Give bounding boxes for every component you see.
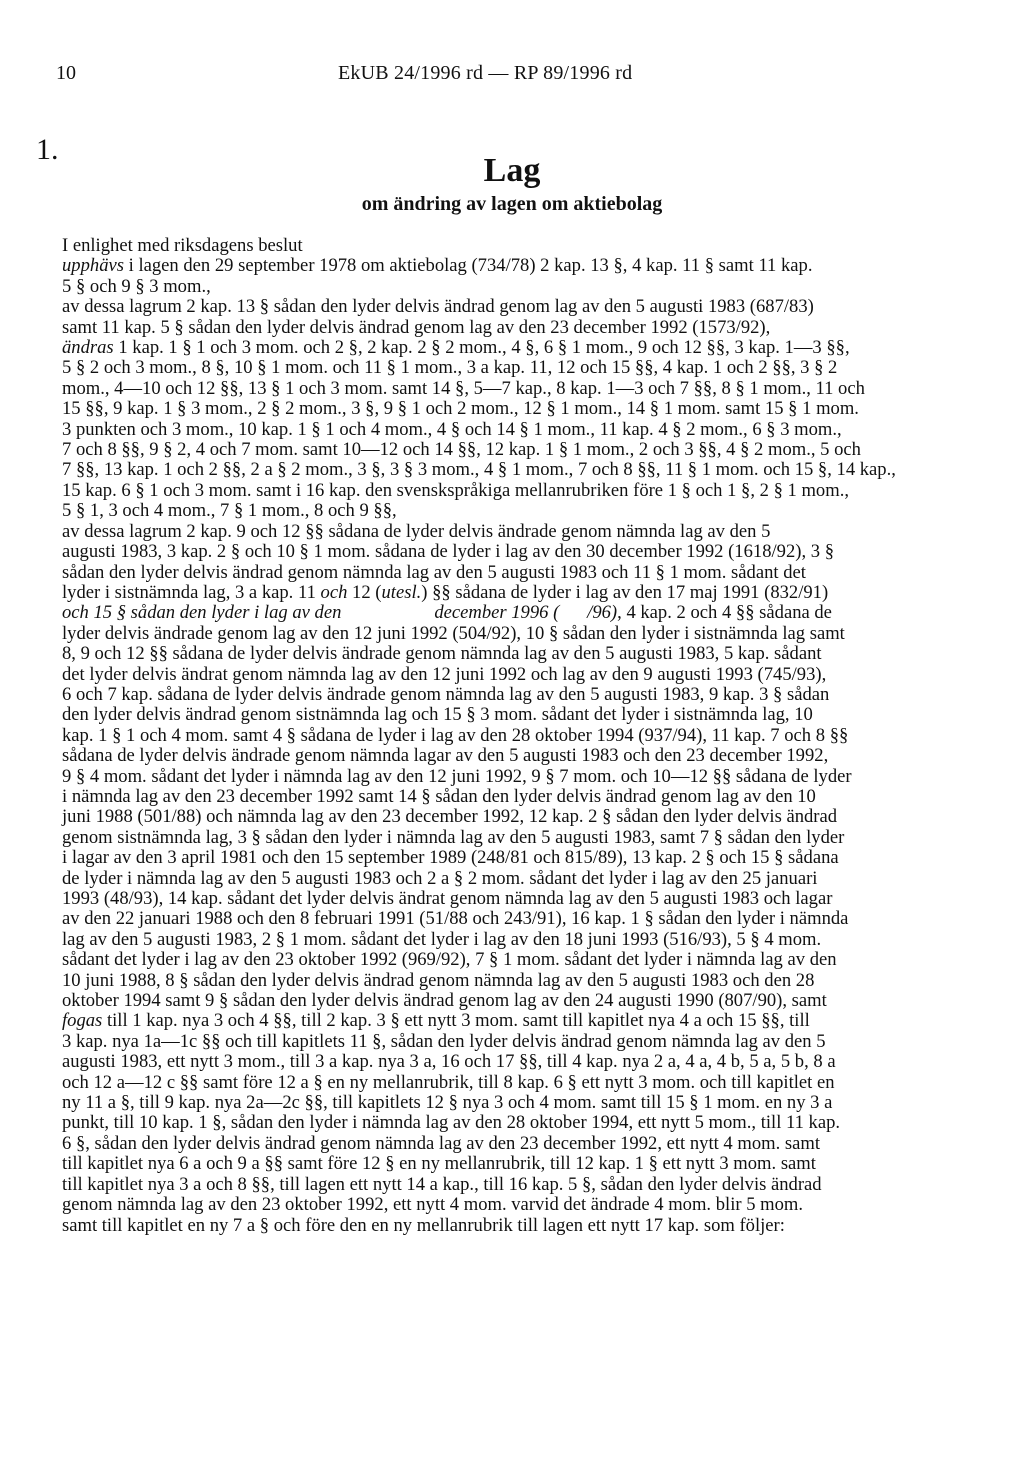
section-number: 1. bbox=[36, 133, 59, 166]
body-line: punkt, till 10 kap. 1 §, sådan den lyder i nämnda lag av den 28 oktober 1994, ett nytt 5 mom., till 11 kap. bbox=[62, 1112, 841, 1134]
body-line: genom sistnämnda lag, 3 § sådan den lyder i nämnda lag av den 5 augusti 1983, samt 7 § sådan den lyder bbox=[62, 826, 845, 848]
italic-text: och 15 § sådan den lyder i lag av den december 1996 ( /96) bbox=[62, 602, 618, 624]
body-text-segment: till 1 kap. nya 3 och 4 §§, till 2 kap. 3 § ett nytt 3 mom. samt till kapitlet nya 4 a och 15 §§, till bbox=[102, 1010, 810, 1032]
body-line: 3 kap. nya 1a—1c §§ och till kapitlets 11 §, sådan den lyder delvis ändrad genom nämnda lag av den 5 bbox=[62, 1030, 826, 1052]
body-line bbox=[62, 1011, 962, 1031]
body-line: mom., 4—10 och 12 §§, 13 § 1 och 3 mom. samt 14 §, 5—7 kap., 8 kap. 1—3 och 7 §§, 8 § 1 mom., 11 och bbox=[62, 377, 865, 399]
body-line: sådana de lyder delvis ändrade genom nämnda lagar av den 5 augusti 1983 och den 23 december 1992, bbox=[62, 745, 829, 767]
body-line: samt 11 kap. 5 § sådan den lyder delvis ändrad genom lag av den 23 december 1992 (1573/92), bbox=[62, 316, 771, 338]
body-line: av dessa lagrum 2 kap. 9 och 12 §§ sådana de lyder delvis ändrade genom nämnda lag av den 5 bbox=[62, 520, 771, 542]
body-line: av den 22 januari 1988 och den 8 februari 1991 (51/88 och 243/91), 16 kap. 1 § sådan den lyder i nämnda bbox=[62, 908, 849, 930]
italic-text: upphävs bbox=[62, 255, 124, 277]
body-text-segment: 12 ( bbox=[347, 581, 382, 603]
law-body-text bbox=[62, 236, 962, 1236]
body-line: av dessa lagrum 2 kap. 13 § sådan den lyder delvis ändrad genom lag av den 5 augusti 1983 (687/83) bbox=[62, 296, 814, 318]
body-line: och 12 a—12 c §§ samt före 12 a § en ny mellanrubrik, till 8 kap. 6 § ett nytt 3 mom. och till kapitlet en bbox=[62, 1071, 835, 1093]
body-line: sådant det lyder i lag av den 23 oktober 1992 (969/92), 7 § 1 mom. sådant det lyder i nämnda lag av den bbox=[62, 949, 837, 971]
body-line: augusti 1983, 3 kap. 2 § och 10 § 1 mom. sådana de lyder i lag av den 30 december 1992 (1618/92), 3 § bbox=[62, 541, 834, 563]
body-line: 10 juni 1988, 8 § sådan den lyder delvis ändrad genom nämnda lag av den 5 augusti 1983 och den 28 bbox=[62, 969, 815, 991]
body-line: 9 § 4 mom. sådant det lyder i nämnda lag av den 12 juni 1992, 9 § 7 mom. och 10—12 §§ sådana de lyder bbox=[62, 765, 852, 787]
body-text-segment: i lagen den 29 september 1978 om aktiebolag (734/78) 2 kap. 13 §, 4 kap. 11 § samt 11 kap. bbox=[123, 255, 813, 277]
body-line bbox=[62, 338, 962, 358]
running-header: EkUB 24/1996 rd — RP 89/1996 rd bbox=[338, 62, 633, 84]
body-text-segment: lyder i sistnämnda lag, 3 a kap. 11 bbox=[62, 581, 321, 603]
body-line: genom nämnda lag av den 23 oktober 1992, ett nytt 4 mom. varvid det ändrade 4 mom. blir 5 mom. bbox=[62, 1194, 804, 1216]
body-line: lyder delvis ändrade genom lag av den 12 juni 1992 (504/92), 10 § sådan den lyder i sistnämnda lag samt bbox=[62, 622, 845, 644]
body-line: den lyder delvis ändrad genom sistnämnda lag och 15 § 3 mom. sådant det lyder i sistnämnda lag, 10 bbox=[62, 704, 813, 726]
body-line: 6 och 7 kap. sådana de lyder delvis ändrade genom nämnda lag av den 5 augusti 1983, 9 kap. 3 § sådan bbox=[62, 683, 830, 705]
body-line: de lyder i nämnda lag av den 5 augusti 1983 och 2 a § 2 mom. sådant det lyder i lag av den 25 januari bbox=[62, 867, 818, 889]
body-line: 5 § 2 och 3 mom., 8 §, 10 § 1 mom. och 11 § 1 mom., 3 a kap. 11, 12 och 15 §§, 4 kap. 1 och 2 §§, 3 § 2 bbox=[62, 357, 838, 379]
body-line: i nämnda lag av den 23 december 1992 samt 14 § sådan den lyder delvis ändrad genom lag av den 10 bbox=[62, 785, 816, 807]
italic-text: och bbox=[320, 581, 348, 603]
body-line: 3 punkten och 3 mom., 10 kap. 1 § 1 och 4 mom., 4 § och 14 § 1 mom., 11 kap. 4 § 2 mom., 6 § 3 mom., bbox=[62, 418, 842, 440]
body-line: i lagar av den 3 april 1981 och den 15 september 1989 (248/81 och 815/89), 13 kap. 2 § och 15 § sådana bbox=[62, 847, 839, 869]
body-line: juni 1988 (501/88) och nämnda lag av den 23 december 1992, 12 kap. 2 § sådan den lyder delvis ändrad bbox=[62, 806, 838, 828]
body-text-segment: , 4 kap. 2 och 4 §§ sådana de bbox=[617, 602, 832, 624]
body-line bbox=[62, 583, 962, 603]
body-line: kap. 1 § 1 och 4 mom. samt 4 § sådana de lyder i lag av den 28 oktober 1994 (937/94), 11 kap. 7 och 8 §§ bbox=[62, 724, 849, 746]
italic-text: ändras bbox=[62, 337, 114, 359]
body-line: sådan den lyder delvis ändrad genom nämnda lag av den 5 augusti 1983 och 11 § 1 mom. sådant det bbox=[62, 561, 806, 583]
body-line: samt till kapitlet en ny 7 a § och före den en ny mellanrubrik till lagen ett nytt 17 kap. som följer: bbox=[62, 1214, 785, 1236]
body-text-segment: ) §§ sådana de lyder i lag av den 17 maj 1991 (832/91) bbox=[421, 581, 829, 603]
body-line: 7 §§, 13 kap. 1 och 2 §§, 2 a § 2 mom., 3 §, 3 § 3 mom., 4 § 1 mom., 7 och 8 §§, 11 § 1 mom. och 15 §, 14 kap., bbox=[62, 459, 896, 481]
law-title: Lag bbox=[483, 152, 541, 189]
body-line: 5 § 1, 3 och 4 mom., 7 § 1 mom., 8 och 9 §§, bbox=[62, 500, 397, 522]
body-text-segment: 1 kap. 1 § 1 och 3 mom. och 2 §, 2 kap. 2 § 2 mom., 4 §, 6 § 1 mom., 9 och 12 §§, 3 kap. 1—3 §§, bbox=[113, 337, 850, 359]
body-line bbox=[62, 603, 962, 623]
body-line: lag av den 5 augusti 1983, 2 § 1 mom. sådant det lyder i lag av den 18 juni 1993 (516/93), 5 § 4 mom. bbox=[62, 928, 822, 950]
body-line bbox=[62, 256, 962, 276]
body-line: augusti 1983, ett nytt 3 mom., till 3 a kap. nya 3 a, 16 och 17 §§, till 4 kap. nya 2 a, 4 a, 4 b, 5 a, 5 b, 8 a bbox=[62, 1051, 836, 1073]
body-line: 7 och 8 §§, 9 § 2, 4 och 7 mom. samt 10—12 och 14 §§, 12 kap. 1 § 1 mom., 2 och 3 §§, 4 § 2 mom., 5 och bbox=[62, 439, 861, 461]
body-line: 8, 9 och 12 §§ sådana de lyder delvis ändrade genom nämnda lag av den 5 augusti 1983, 5 kap. sådant bbox=[62, 643, 822, 665]
page-number: 10 bbox=[56, 62, 76, 84]
italic-text: fogas bbox=[62, 1010, 103, 1032]
body-line: 15 §§, 9 kap. 1 § 3 mom., 2 § 2 mom., 3 §, 9 § 1 och 2 mom., 12 § 1 mom., 14 § 1 mom. samt 15 § 1 mom. bbox=[62, 398, 859, 420]
body-line: 15 kap. 6 § 1 och 3 mom. samt i 16 kap. den svenskspråkiga mellanrubriken före 1 § och 1 §, 2 § 1 mom., bbox=[62, 479, 849, 501]
body-line: det lyder delvis ändrat genom nämnda lag av den 12 juni 1992 och lag av den 9 augusti 1993 (745/93), bbox=[62, 663, 827, 685]
body-line: till kapitlet nya 6 a och 9 a §§ samt före 12 § en ny mellanrubrik, till 12 kap. 1 § ett nytt 3 mom. samt bbox=[62, 1153, 816, 1175]
law-subtitle: om ändring av lagen om aktiebolag bbox=[361, 193, 663, 215]
body-line: I enlighet med riksdagens beslut bbox=[62, 235, 303, 256]
italic-text: utesl. bbox=[381, 581, 422, 603]
body-line: ny 11 a §, till 9 kap. nya 2a—2c §§, till kapitlets 12 § nya 3 och 4 mom. samt till 15 § 1 mom. en ny 3 a bbox=[62, 1092, 833, 1114]
body-line: 6 §, sådan den lyder delvis ändrad genom nämnda lag av den 23 december 1992, ett nytt 4 mom. samt bbox=[62, 1132, 821, 1154]
body-line: oktober 1994 samt 9 § sådan den lyder delvis ändrad genom lag av den 24 augusti 1990 (807/90), samt bbox=[62, 990, 827, 1012]
body-line: 5 § och 9 § 3 mom., bbox=[62, 275, 211, 297]
body-line: 1993 (48/93), 14 kap. sådant det lyder delvis ändrat genom nämnda lag av den 5 augusti 1983 och lagar bbox=[62, 888, 833, 909]
body-line: till kapitlet nya 3 a och 8 §§, till lagen ett nytt 14 a kap., till 16 kap. 5 §, sådan den lyder delvis ändrad bbox=[62, 1173, 822, 1195]
